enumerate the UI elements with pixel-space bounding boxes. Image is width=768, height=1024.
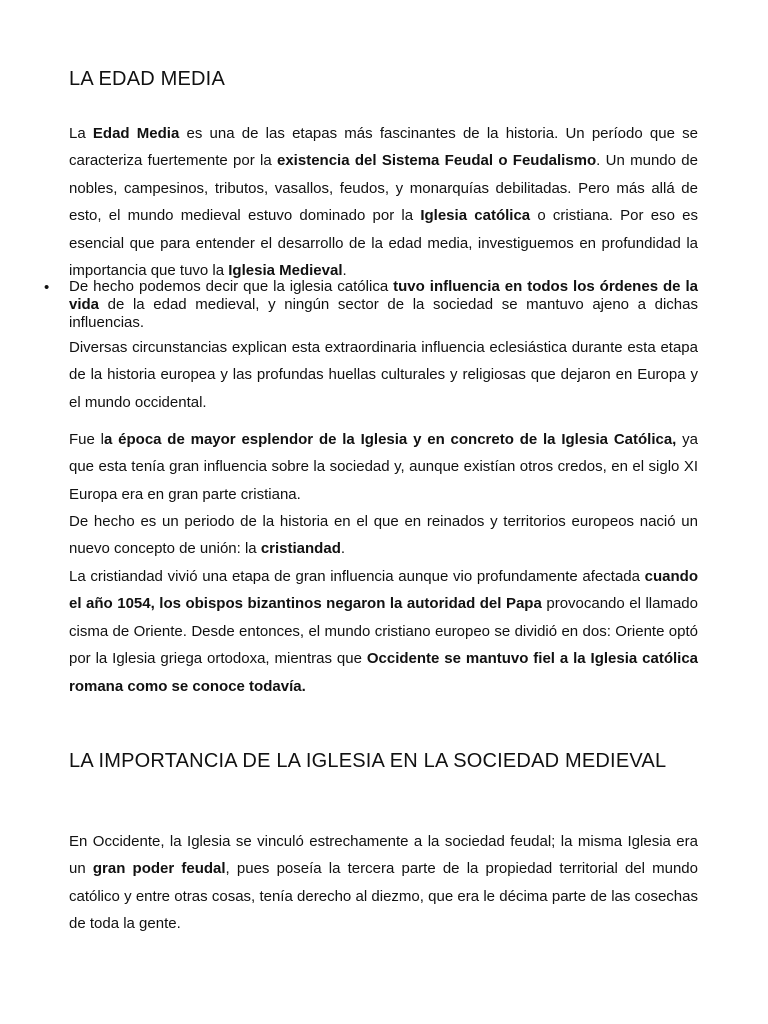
text-run: . xyxy=(342,262,347,280)
text-run: De hecho es un periodo de la historia en el que en reinados y territorios europeos nació un nuevo concepto de unión: la xyxy=(69,513,698,558)
text-run: es una de las etapas más fascinantes de la historia. Un período que se caracteriza fuertemente por la xyxy=(69,125,698,170)
bullet-paragraph xyxy=(69,278,698,332)
bold-run: Iglesia Medieval xyxy=(228,262,343,280)
text-run: . xyxy=(340,540,346,558)
document-title: LA EDAD MEDIA xyxy=(69,68,225,90)
paragraph-cristiandad xyxy=(69,508,698,563)
bold-run: Occidente se mantuvo fiel a la Iglesia católica romana como se conoce todavía. xyxy=(69,650,699,695)
bold-run: tuvo influencia en todos los órdenes de la vida xyxy=(69,278,698,313)
text-run: La xyxy=(69,125,93,142)
paragraph-cisma xyxy=(69,563,698,700)
text-run: de la edad medieval, y ningún sector de la sociedad se mantuvo ajeno a dichas influencias. xyxy=(69,296,698,331)
text-run: provocando el llamado cisma de Oriente. Desde entonces, el mundo cristiano europeo se dividió en dos: Oriente optó por la Iglesia griega ortodoxa, mientras que xyxy=(69,595,698,668)
text-run: La cristiandad vivió una etapa de gran influencia aunque vio profundamente afectada xyxy=(69,568,645,585)
bullet-marker: • xyxy=(44,279,50,296)
bold-run: Edad Media xyxy=(92,125,180,142)
paragraph-diversas: Diversas circunstancias explican esta extraordinaria influencia eclesiástica durante esta etapa de la historia europea y las profundas huellas culturales y religiosas que dejaron en Europa y el mundo occidental. xyxy=(69,339,698,411)
text-run: En Occidente, la Iglesia se vinculó estrechamente a la sociedad feudal; la misma Iglesia era un xyxy=(69,833,698,878)
paragraph-esplendor xyxy=(69,426,698,508)
intro-paragraph xyxy=(69,120,698,284)
text-run: De hecho podemos decir que la iglesia católica xyxy=(69,278,394,295)
text-run: o cristiana. Por eso es esencial que para entender el desarrollo de la edad media, investiguemos en profundidad la importancia que tuvo la xyxy=(69,207,698,280)
text-run: . Un mundo de nobles, campesinos, tributos, vasallos, feudos, y monarquías debilitadas. Pero más allá de esto, el mundo medieval estuvo dominado por la xyxy=(69,152,698,225)
bold-run: existencia del Sistema Feudal o Feudalismo xyxy=(277,152,597,170)
text-run: Fue l xyxy=(69,431,104,448)
bold-run: cuando el año 1054, los obispos bizantinos negaron la autoridad del Papa xyxy=(69,568,698,613)
bold-run: cristiandad xyxy=(260,540,341,558)
bold-run: a época de mayor esplendor de la Iglesia y en concreto de la Iglesia Católica, xyxy=(104,431,677,448)
paragraph-occidente xyxy=(69,828,698,938)
text-run: ya que esta tenía gran influencia sobre la sociedad y, aunque existían otros credos, en el siglo XI Europa era en gran parte cristiana. xyxy=(69,431,698,503)
section-heading: LA IMPORTANCIA DE LA IGLESIA EN LA SOCIEDAD MEDIEVAL xyxy=(69,750,667,772)
text-run: , pues poseía la tercera parte de la propiedad territorial del mundo católico y entre otras cosas, tenía derecho al diezmo, que era le décima parte de las cosechas de toda la gente. xyxy=(69,860,698,933)
bold-run: Iglesia católica xyxy=(420,207,531,225)
bold-run: gran poder feudal xyxy=(92,860,226,878)
